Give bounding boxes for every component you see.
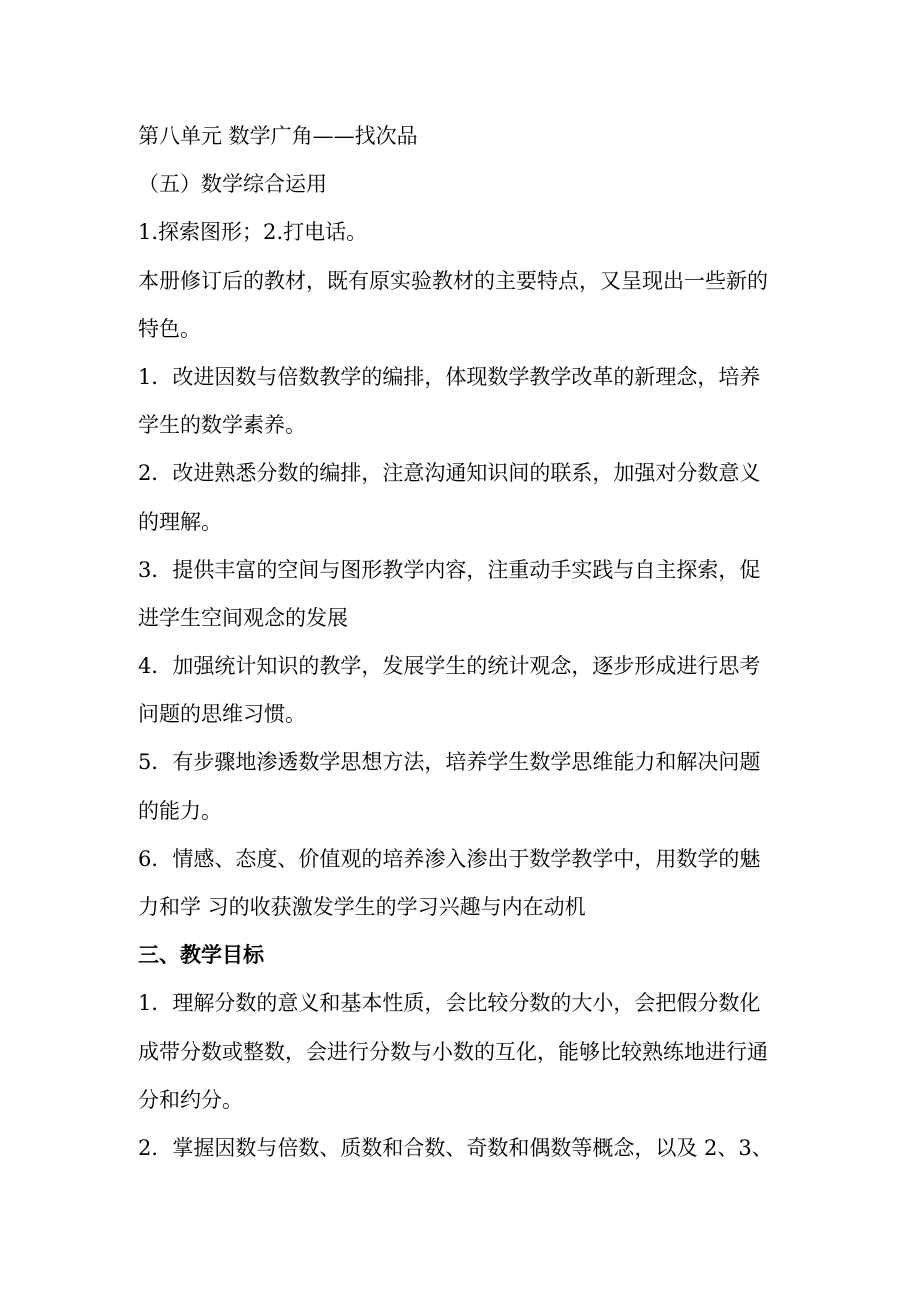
text-line: 分和约分。: [138, 1087, 243, 1112]
text-line: 学生的数学素养。: [138, 413, 306, 438]
text-line: 4．加强统计知识的教学，发展学生的统计观念，逐步形成进行思考: [138, 654, 761, 679]
text-line: 进学生空间观念的发展: [138, 605, 348, 630]
section-line: （五）数学综合运用: [138, 172, 327, 197]
section-heading: 三、教学目标: [138, 942, 264, 968]
text-line: 6．情感、态度、价值观的培养渗入渗出于数学教学中，用数学的魅: [138, 846, 761, 871]
text-line: 的能力。: [138, 798, 222, 823]
text-line: 的理解。: [138, 509, 222, 534]
text-line: 2．掌握因数与倍数、质数和合数、奇数和偶数等概念，以及 2、3、: [138, 1135, 773, 1160]
unit-title-line: 第八单元 数学广角——找次品: [138, 124, 418, 148]
text-line: 1．改进因数与倍数教学的编排，体现数学教学改革的新理念，培养: [138, 364, 761, 389]
text-line: 1．理解分数的意义和基本性质，会比较分数的大小，会把假分数化: [138, 991, 761, 1016]
document-body: [138, 112, 788, 1172]
text-line: 2．改进熟悉分数的编排，注意沟通知识间的联系，加强对分数意义: [138, 461, 761, 486]
text-line: 力和学 习的收获激发学生的学习兴趣与内在动机: [138, 895, 586, 919]
text-line: 特色。: [138, 316, 201, 341]
text-line: 成带分数或整数，会进行分数与小数的互化，能够比较熟练地进行通: [138, 1039, 768, 1064]
text-line: 1.探索图形；2.打电话。: [138, 220, 368, 245]
text-line: 3．提供丰富的空间与图形教学内容，注重动手实践与自主探索，促: [138, 557, 761, 582]
text-line: 问题的思维习惯。: [138, 702, 306, 727]
text-line: 5．有步骤地渗透数学思想方法，培养学生数学思维能力和解决问题: [138, 750, 761, 775]
text-line: 本册修订后的教材，既有原实验教材的主要特点，又呈现出一些新的: [138, 268, 768, 293]
